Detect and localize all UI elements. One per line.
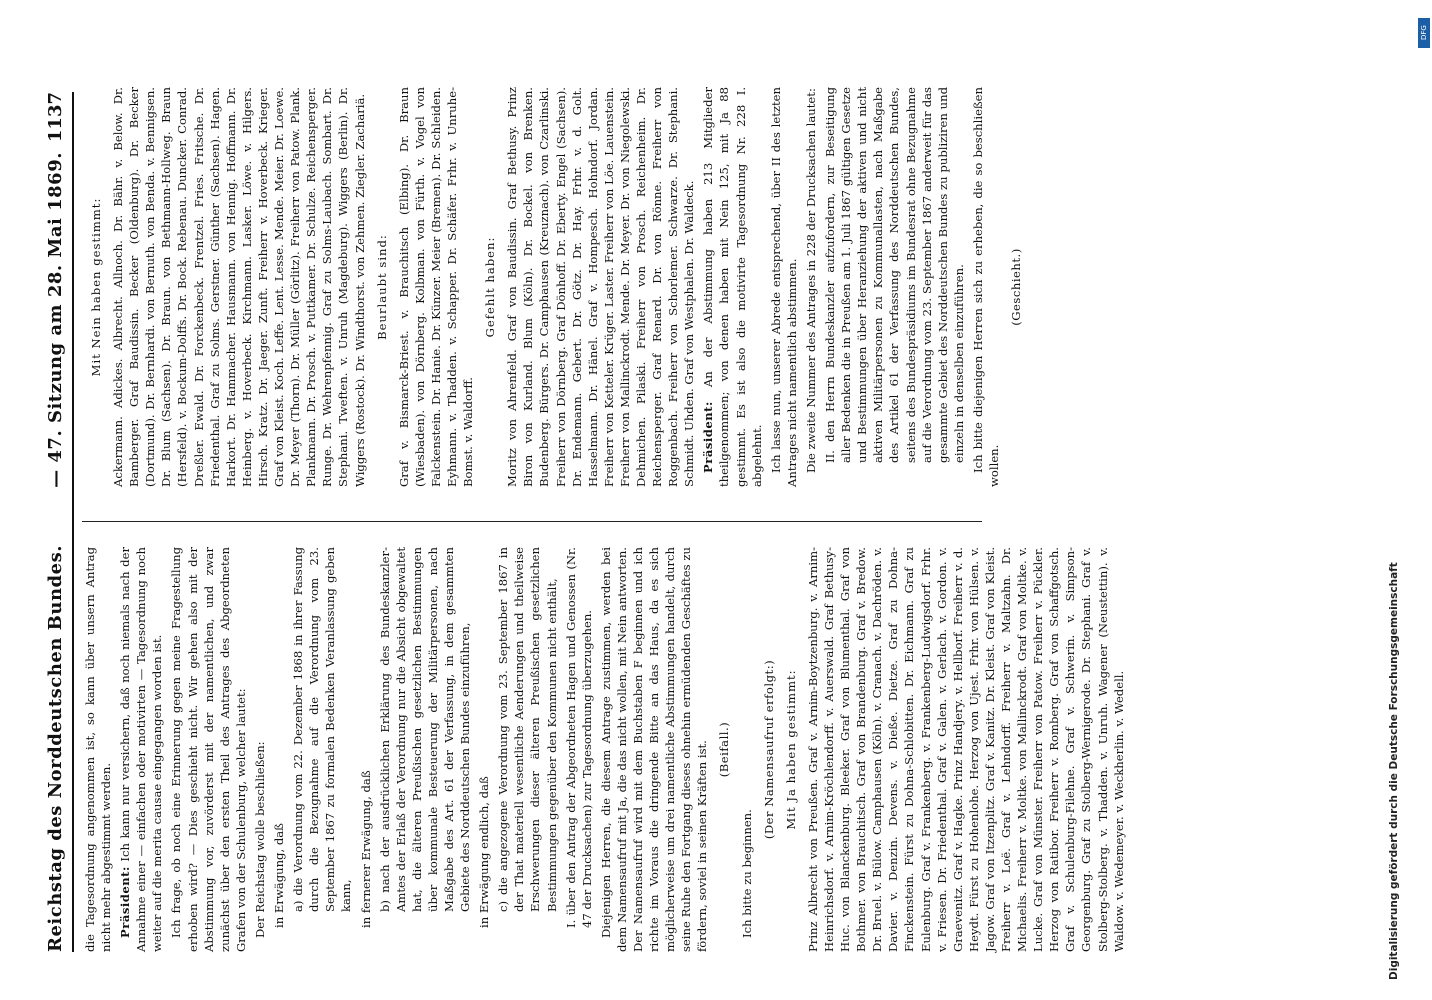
speaker-label: Präsident: <box>118 866 133 938</box>
gefehlt-names: Moritz von Ahrenfeld. Graf von Baudissin. Graf Bethusy. Prinz Biron von Kurland. Blum (Köln). Dr. Bockel. von Brenken. Budenberg. Bürgers. Dr. Camphausen (Kreuznach). von Czarlinski. Freiherr von Dörnberg. Graf Dönhoff. Dr. Eberty. Engel (Sachsen). Dr. Endemann. Gebert. Dr. Götz. Dr. Hay. Frhr. v. d. Golt. Hasselmann. Dr. Hänel. Graf v. Hompesch. Hohndorf. Jordan. Freiherr von Ketteler. Krüger. Laster. Freiherr von Löe. Lauenstein. Freiherr von Mallinckrodt. Mende. Dr. Meyer. Dr. von Niegolewski. Dehmichen. Pilaski. Freiherr von Prosch. Reichenheim. Dr. Reichensperger. Graf Renard. Dr. von Rönne. Freiherr von Roggenbach. Freiherr von Schorlemer. Schwarze. Dr. Stephani. Schmidt. Uhden. Graf von Westphalen. Dr. Waldeck. <box>505 87 697 487</box>
header-right-title: — 47. Sitzung am 28. Mai 1869. <box>45 152 66 488</box>
paragraph: Die zweite Nummer des Antrages in 228 der Drucksachen lautet: <box>803 88 818 473</box>
digitization-note: Digitalisierung gefördert durch die Deutsche Forschungsgemeinschaft <box>1388 562 1400 980</box>
speech-text: An der Abstimmung haben 213 Mitglieder theilgenommen; von denen haben mit Nein 125, mit Ja 88 gestimmt. Es ist also die motivirte Tagesordnung Nr. 228 I. abgelehnt. <box>701 87 764 487</box>
paragraph: I. über den Antrag der Abgeordneten Hagen und Genossen (Nr. 47 der Drucksachen) zur Tagesordnung überzugehen. <box>563 547 594 928</box>
page-header <box>28 92 74 952</box>
column-divider <box>82 521 982 522</box>
paragraph: Ich frage, ob noch eine Erinnerung gegen meine Fragestellung erhoben wird? — Dies geschieht nicht. Wir gehen also mit der Abstimmung vor, zuvörderst mit der namentlichen, und zwar zunächst über den ersten Theil des Antrages des Abgeordneten Grafen von der Schulenburg, welcher lautet: <box>169 547 248 952</box>
speaker-label: Präsident: <box>701 401 716 473</box>
speech-text: Ich kann nur versichern, daß noch niemals nach der Annahme einer — einfachen oder motivirten — Tagesordnung noch weiter auf die merita causae eingegangen worden ist. <box>118 547 165 952</box>
nein-names: Ackermann. Adickes. Albrecht. Allnoch. Dr. Bähr. v. Below. Dr. Bamberger. Graf Baudissin. Becker (Oldenburg). Dr. Becker (Dortmund). Dr. Bernhardi. von Bernuth. von Benda. v. Bennigsen. Dr. Blum (Sachsen). Dr. Braun. von Bethmann-Hollweg. Braun (Hersfeld). v. Bockum-Dolffs. Dr. Bock. Rebenau. Duncker. Conrad. Dreßler. Ewald. Dr. Forckenbeck. Frentzel. Fries. Fritsche. Dr. Friedenthal. Graf zu Solms. Gerstner. Günther (Sachsen). Hagen. Harkort. Dr. Hammacher. Hausmann. von Hennig. Hoffmann. Dr. Heinberg. v. Hoverbeck. Kirchmann. Lasker. Löwe. v. Hilgers. Hirsch. Kratz. Dr. Jaeger. Zunft. Freiherr v. Hoverbeck. Krieger. Graf von Kleist. Koch. Leffe. Lent. Lesse. Mende. Meier. Dr. Loewe. Dr. Meyer (Thorn). Dr. Müller (Görlitz). Freiherr von Patow. Plank. Plankmann. Dr. Prosch. v. Puttkamer. Dr. Schulze. Reichensperger. Runge. Dr. Wehrenpfennig. Graf zu Solms-Laubach. Sombart. Dr. Stephani. Tweften. v. Unruh (Magdeburg). Wiggers (Berlin). Dr. Wiggers (Rostock). Dr. Windthorst. von Zehmen. Ziegler. Zachariä. <box>111 87 367 487</box>
scanned-page <box>8 62 1403 992</box>
paragraph: Diejenigen Herren, die diesem Antrage zustimmen, werden bei dem Namensaufruf mit Ja, die das nicht wollen, mit Nein antworten. Der Namensaufruf wird mit dem Buchstaben F beginnen und ich richte im Voraus die dringende Bitte an das Haus, da es sich möglicherweise um drei namentliche Abstimmungen handelt, durch seine Ruhe den Fortgang dieses ohnehin ermüdenden Geschäftes zu fördern, soviel in seinen Kräften ist. <box>598 547 710 952</box>
header-left-title: Reichstag des Norddeutschen Bundes. <box>45 545 66 952</box>
paragraph: Ich bitte diejenigen Herren sich zu erheben, die so beschließen wollen. <box>970 87 1001 487</box>
ja-heading: Mit Ja haben gestimmt: <box>783 669 798 830</box>
beurlaubt-heading: Beurlaubt sind: <box>374 234 389 340</box>
paragraph <box>700 87 764 487</box>
paragraph: c) die angezogene Verordnung vom 23. September 1867 in der That materiell wesentliche Aenderungen und theilweise Erschwerungen dieser älteren Preußischen gesetzlichen Bestimmungen gegenüber den Kommunen nicht enthält, <box>496 547 559 912</box>
right-column <box>82 87 1030 487</box>
ja-names: Prinz Albrecht von Preußen. Graf v. Arnim-Boytzenburg. v. Arnim-Heinrichsdorf. v. Arnim-Kröchlendorff. v. Auerswald. Graf Bethusy-Huc. von Blanckenburg. Bleeker. Graf von Blumenthal. Graf von Bothmer. von Brauchitsch. Graf von Brandenburg. Graf v. Bredow. Dr. Bruel. v. Bülow. Camphausen (Köln). v. Cranach. v. Dachröden. v. Davier. v. Denzin. Devens. v. Dieße. Dietze. Graf zu Dohna-Finckenstein. Fürst zu Dohna-Schlobitten. Dr. Eichmann. Graf zu Eulenburg. Graf v. Frankenberg. v. Frankenberg-Ludwigsdorf. Frhr. v. Friesen. Dr. Friedenthal. Graf v. Galen. v. Gerlach. v. Gordon. v. Graevenitz. Graf v. Hagke. Prinz Handjery. v. Hellborf. Freiherr v. d. Heydt. Fürst zu Hohenlohe. Herzog von Ujest. Frhr. von Hülsen. v. Jagow. Graf von Itzenplitz. Graf v. Kanitz. Dr. Kleist. Graf von Kleist. Freiherr v. Loë. Graf v. Lehndorff. Freiherr v. Maltzahn. Dr. Michaelis. Freiherr v. Moltke. von Mallinckrodt. Graf von Moltke. v. Lucke. Graf von Münster. Freiherr von Patow. Freiherr v. Pückler. Herzog von Ratibor. Freiherr v. Romberg. Graf von Schaffgotsch. Graf v. Schulenburg-Filehne. Graf v. Schwerin. v. Simpson-Georgenburg. Graf zu Stolberg-Wernigerode. Dr. Stephani. Graf v. Stolberg-Stolberg. v. Thadden. v. Unruh. Wagener (Neustettin). v. Waldow. v. Wedemeyer. v. Weckherlin. v. Wedell. <box>805 547 1126 952</box>
paragraph: in Erwägung endlich, daß <box>477 776 492 928</box>
geschieht-note: (Geschieht.) <box>1009 248 1024 326</box>
paragraph: in Erwägung, daß <box>272 823 287 928</box>
paragraph: die Tagesordnung angenommen ist, so kann über unsern Antrag nicht mehr abgestimmt werden. <box>83 547 114 952</box>
paragraph: Ich bitte zu beginnen. <box>739 809 754 938</box>
nein-heading: Mit Nein haben gestimmt: <box>89 197 103 377</box>
beurlaubt-names: Graf v. Bismarck-Briest. v. Brauchitsch (Elbing). Dr. Braun (Wiesbaden). von Dörnberg. Kolbman. von Fürth. v. Vogel von Falckenstein. Dr. Hanie. Dr. Künzer. Meier (Bremen). Dr. Schleiden. Eyhmann. v. Thadden. v. Schapper. Dr. Schäfer. Frhr. v. Unruhe-Bomst. v. Waldorff. <box>396 87 476 487</box>
roll-call-note: (Der Namensaufruf erfolgt:) <box>761 659 776 840</box>
left-column <box>82 547 1130 952</box>
paragraph: II. den Herrn Bundeskanzler aufzufordern, zur Beseitigung aller Bedenken die in Preußen am 1. Juli 1867 gültigen Gesetze und Bestimmungen über Heranziehung der aktiven und nicht aktiven Militärpersonen zu Kommunallasten, nach Maßgabe des Artikel 61 der Verfassung des Norddeutschen Bundes, seitens des Bundespräsidiums im Bundesrat ohne Bezugnahme auf die Verordnung vom 23. September 1867 anderweit für das gesammte Gebiet des Norddeutschen Bundes zu publiziren und einzeln in denselben einzuführen. <box>823 87 966 463</box>
scan-left-margin <box>0 0 6 1000</box>
gefehlt-heading: Gefehlt haben: <box>483 236 498 338</box>
paragraph: Der Reichstag wolle beschließen: <box>252 741 267 938</box>
paragraph: in fernerer Erwägung, daß <box>358 770 373 928</box>
page-number: 1137 <box>45 92 66 143</box>
paragraph: a) die Verordnung vom 22. Dezember 1868 in ihrer Fassung durch die Bezugnahme auf die Verordnung vom 23. September 1867 zu formalen Bedenken Veranlassung geben kann, <box>291 547 354 912</box>
paragraph <box>117 547 165 952</box>
applause-note: (Beifall.) <box>717 721 732 778</box>
paragraph: Ich lasse nun, unserer Abrede entsprechend, über II des letzten Antrages nicht namentlich abstimmen. <box>768 87 799 487</box>
dfg-logo-badge: DFG <box>1418 18 1430 48</box>
paragraph: b) nach der ausdrücklichen Erklärung des Bundeskanzler-Amtes der Erlaß der Verordnung nur die Absicht obgewaltet hat, die älteren Preußischen gesetzlichen Bestimmungen über kommunale Besteuerung der Militärpersonen, nach Maßgabe des Art. 61 der Verfassung, in dem gesammten Gebiete des Norddeutschen Bundes einzuführen, <box>377 547 473 912</box>
